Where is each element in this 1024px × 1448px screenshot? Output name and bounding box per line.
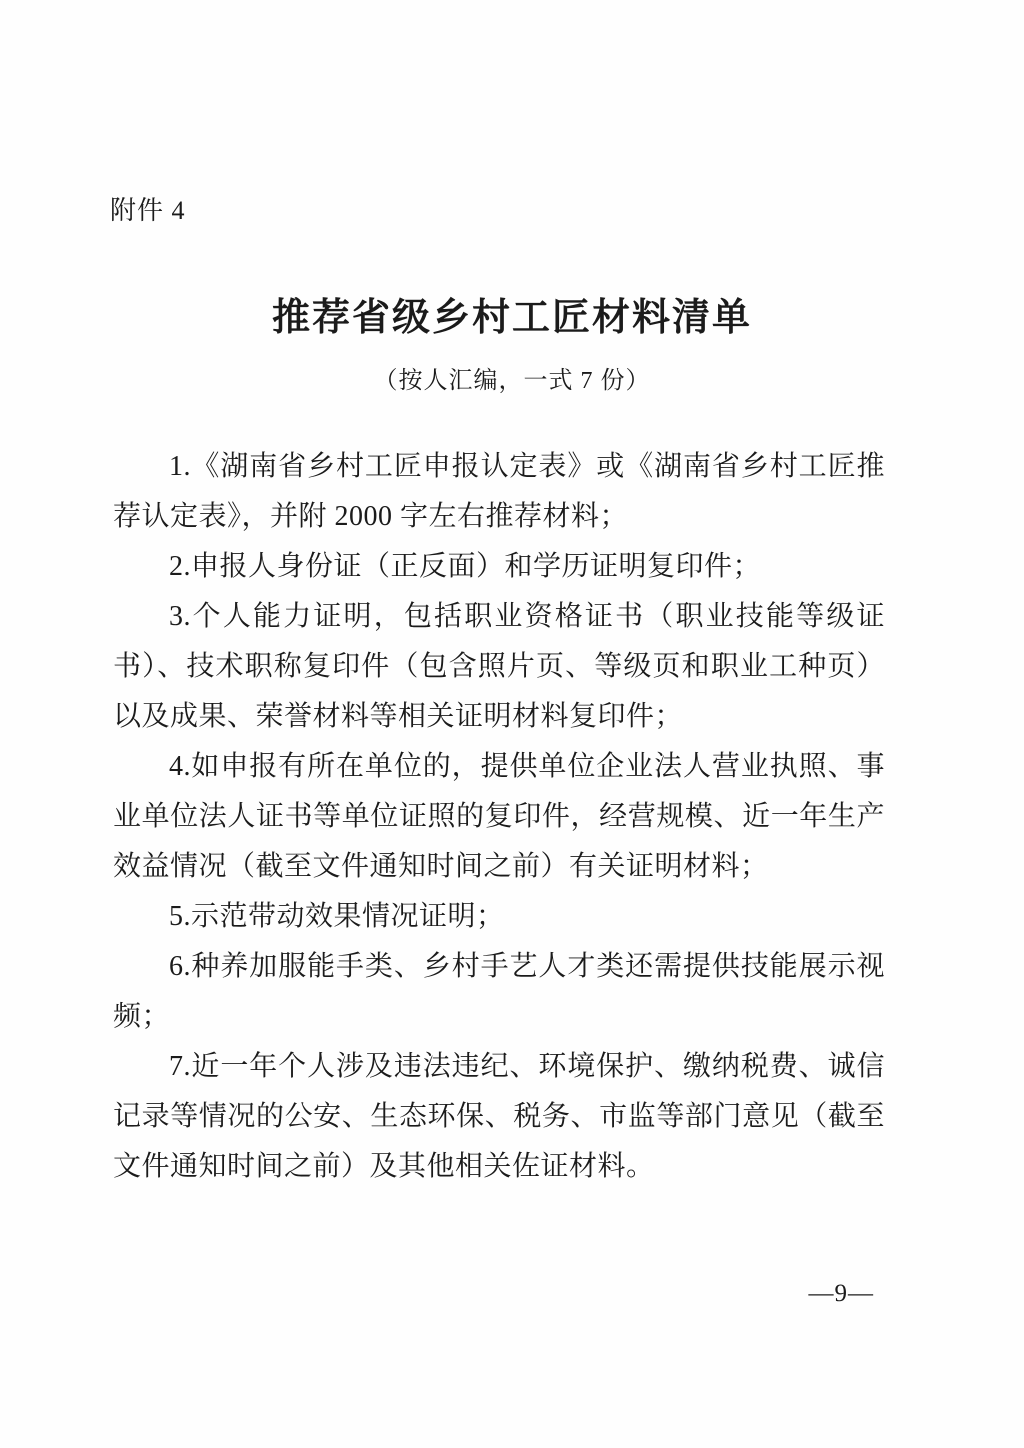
page-number: —9— (808, 1280, 874, 1307)
paragraph-item-4: 4.如申报有所在单位的，提供单位企业法人营业执照、事业单位法人证书等单位证照的复印件，经营规模、近一年生产效益情况（截至文件通知时间之前）有关证明材料； (113, 751, 885, 882)
paragraph-item-6: 6.种养加服能手类、乡村手艺人才类还需提供技能展示视频； (113, 951, 885, 1032)
paragraph-item-1: 1.《湖南省乡村工匠申报认定表》或《湖南省乡村工匠推荐认定表》，并附 2000 字左右推荐材料； (113, 451, 885, 532)
document-body (113, 442, 885, 1192)
document-title: 推荐省级乡村工匠材料清单 (271, 297, 752, 339)
document-subtitle: （按人汇编，一式 7 份） (373, 368, 651, 394)
attachment-label: 附件 4 (110, 196, 186, 225)
paragraph-item-2: 2.申报人身份证（正反面）和学历证明复印件； (169, 551, 762, 582)
paragraph-item-5: 5.示范带动效果情况证明； (169, 901, 505, 932)
paragraph-item-3: 3.个人能力证明，包括职业资格证书（职业技能等级证书）、技术职称复印件（包含照片页、等级页和职业工种页）以及成果、荣誉材料等相关证明材料复印件； (113, 601, 885, 732)
paragraph-item-7: 7.近一年个人涉及违法违纪、环境保护、缴纳税费、诚信记录等情况的公安、生态环保、税务、市监等部门意见（截至文件通知时间之前）及其他相关佐证材料。 (113, 1051, 885, 1182)
